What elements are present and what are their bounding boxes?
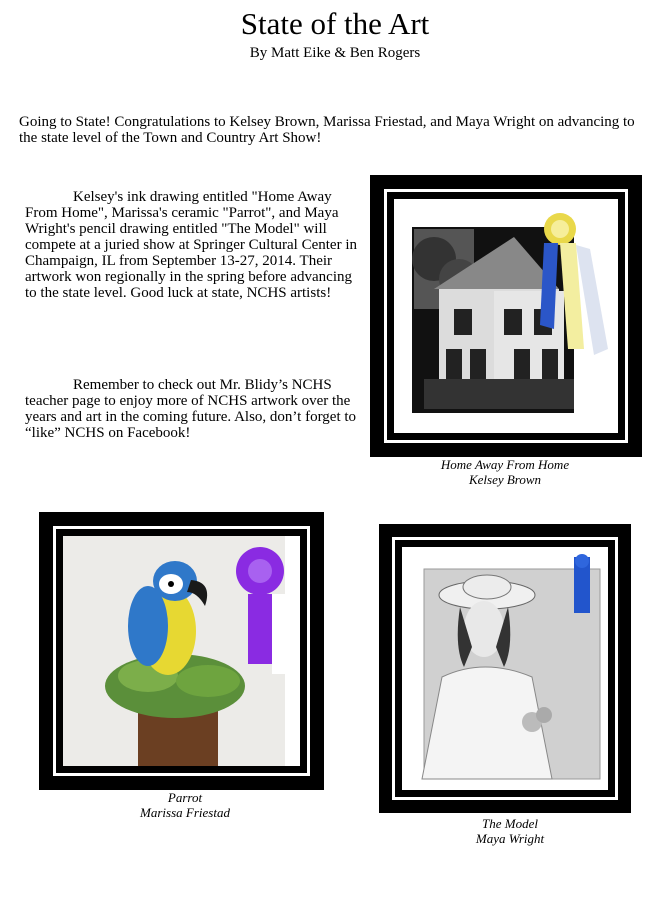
artwork-photo-parrot	[63, 536, 300, 766]
article-byline: By Matt Eike & Ben Rogers	[249, 45, 421, 61]
body-paragraph-2	[25, 377, 357, 441]
body-paragraph-1	[25, 189, 357, 301]
body-paragraph-1-text: Kelsey's ink drawing entitled "Home Away From Home", Marissa's ceramic "Parrot", and Maya Wright's pencil drawing entitled "The Model" will compete at a juried show at Springer Cultural Center in Champaign, IL from September 13-27, 2014. Their artwork won regionally in the spring before advancing to the state level. Good luck at state, NCHS artists!	[25, 189, 357, 301]
artwork-frame-home	[370, 175, 642, 457]
intro-paragraph: Going to State! Congratulations to Kelsey Brown, Marissa Friestad, and Maya Wright on advancing to the state level of the Town and Country Art Show!	[19, 114, 635, 146]
model-drawing-image	[402, 547, 608, 790]
artwork-photo-home	[394, 199, 618, 433]
caption-home-artist: Kelsey Brown	[468, 472, 542, 487]
caption-parrot-artist: Marissa Friestad	[140, 805, 230, 820]
caption-model	[410, 816, 610, 846]
body-paragraph-2-text: Remember to check out Mr. Blidy’s NCHS teacher page to enjoy more of NCHS artwork over the years and art in the coming future. Also, don’t forget to “like” NCHS on Facebook!	[25, 377, 357, 441]
house-drawing-image	[394, 199, 618, 433]
caption-parrot-title: Parrot	[167, 790, 203, 805]
caption-model-title: The Model	[482, 816, 538, 831]
artwork-frame-model	[379, 524, 631, 813]
caption-home	[405, 457, 605, 487]
caption-parrot	[85, 790, 285, 820]
caption-home-title: Home Away From Home	[440, 457, 570, 472]
artwork-frame-parrot	[39, 512, 324, 790]
artwork-photo-model	[402, 547, 608, 790]
caption-model-artist: Maya Wright	[475, 831, 545, 846]
article-title: State of the Art	[240, 6, 430, 41]
parrot-sculpture-image	[63, 536, 300, 766]
